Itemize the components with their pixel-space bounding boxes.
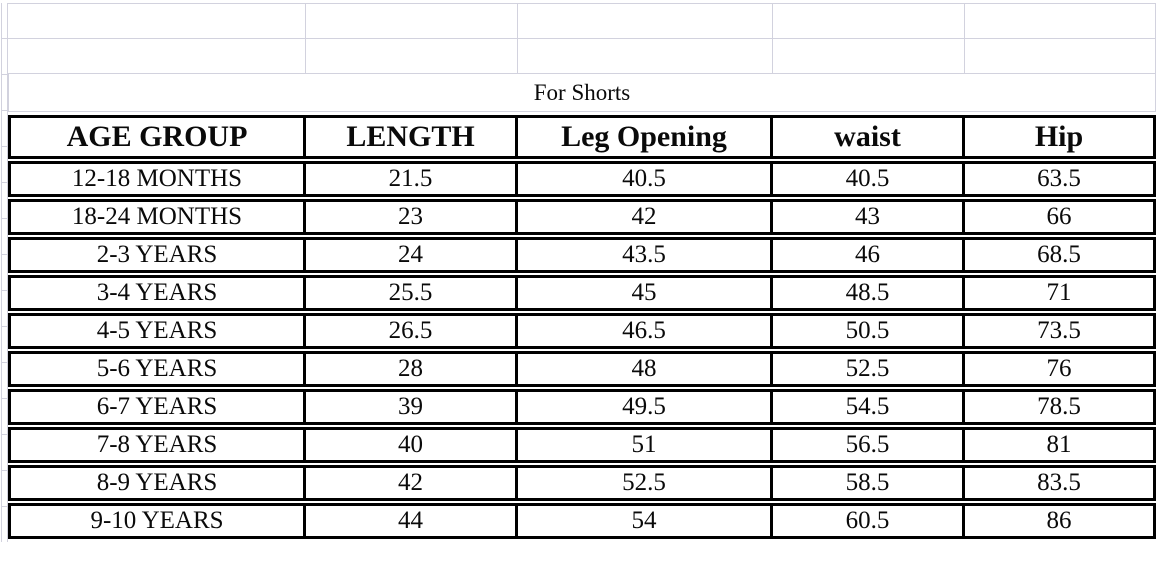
table-cell-leg-opening: 42 [518,199,773,235]
table-row [8,313,1156,349]
table-cell-age-group: 18-24 MONTHS [8,199,306,235]
table-row [8,199,1156,235]
table-cell-leg-opening: 52.5 [518,465,773,501]
table-cell-waist: 50.5 [773,313,965,349]
header-cell-age-group: AGE GROUP [8,115,306,159]
table-cell-hip: 83.5 [965,465,1156,501]
table-cell-hip: 71 [965,275,1156,311]
empty-cell [518,4,773,39]
table-cell-waist: 60.5 [773,503,965,539]
table-cell-length: 40 [306,427,518,463]
table-cell-leg-opening: 51 [518,427,773,463]
table-cell-leg-opening: 40.5 [518,161,773,197]
empty-cell [965,4,1156,39]
table-cell-age-group: 4-5 YEARS [8,313,306,349]
empty-grid-rows [8,3,1156,73]
table-cell-length: 39 [306,389,518,425]
table-cell-age-group: 12-18 MONTHS [8,161,306,197]
table-cell-hip: 73.5 [965,313,1156,349]
table-cell-length: 44 [306,503,518,539]
header-cell-leg-opening: Leg Opening [518,115,773,159]
empty-cell [965,39,1156,74]
table-cell-waist: 43 [773,199,965,235]
table-cell-waist: 58.5 [773,465,965,501]
table-cell-hip: 63.5 [965,161,1156,197]
table-cell-leg-opening: 54 [518,503,773,539]
table-cell-leg-opening: 45 [518,275,773,311]
table-cell-age-group: 6-7 YEARS [8,389,306,425]
table-cell-leg-opening: 43.5 [518,237,773,273]
empty-cell [306,39,518,74]
table-cell-length: 26.5 [306,313,518,349]
table-cell-age-group: 8-9 YEARS [8,465,306,501]
table-cell-age-group: 2-3 YEARS [8,237,306,273]
table-cell-waist: 40.5 [773,161,965,197]
table-cell-length: 28 [306,351,518,387]
empty-cell [773,39,965,74]
table-row [8,351,1156,387]
table-cell-leg-opening: 49.5 [518,389,773,425]
table-cell-age-group: 5-6 YEARS [8,351,306,387]
table-row [8,275,1156,311]
table-row [8,427,1156,463]
table-cell-length: 25.5 [306,275,518,311]
table-cell-length: 23 [306,199,518,235]
table-cell-hip: 78.5 [965,389,1156,425]
header-cell-length: LENGTH [306,115,518,159]
table-cell-waist: 56.5 [773,427,965,463]
table-cell-age-group: 9-10 YEARS [8,503,306,539]
empty-cell [306,4,518,39]
empty-cell [518,39,773,74]
table-cell-length: 42 [306,465,518,501]
empty-cell [8,39,306,74]
gridline-strip [1,3,8,542]
table-cell-hip: 76 [965,351,1156,387]
table-body [8,161,1156,539]
table-row [8,237,1156,273]
table-cell-hip: 86 [965,503,1156,539]
table-cell-age-group: 7-8 YEARS [8,427,306,463]
table-row [8,161,1156,197]
table-cell-length: 24 [306,237,518,273]
table-cell-waist: 48.5 [773,275,965,311]
table-row [8,389,1156,425]
table-cell-length: 21.5 [306,161,518,197]
empty-cell [773,4,965,39]
table-row [8,503,1156,539]
header-cell-hip: Hip [965,115,1156,159]
table-cell-leg-opening: 48 [518,351,773,387]
table-cell-waist: 46 [773,237,965,273]
table-cell-waist: 54.5 [773,389,965,425]
table-cell-hip: 68.5 [965,237,1156,273]
table-cell-waist: 52.5 [773,351,965,387]
table-cell-hip: 81 [965,427,1156,463]
table-row [8,465,1156,501]
table-cell-age-group: 3-4 YEARS [8,275,306,311]
table-cell-hip: 66 [965,199,1156,235]
table-title-row [8,73,1156,112]
table-title: For Shorts [533,79,631,105]
table-header-row [8,115,1156,159]
header-cell-waist: waist [773,115,965,159]
empty-cell [8,4,306,39]
table-cell-leg-opening: 46.5 [518,313,773,349]
